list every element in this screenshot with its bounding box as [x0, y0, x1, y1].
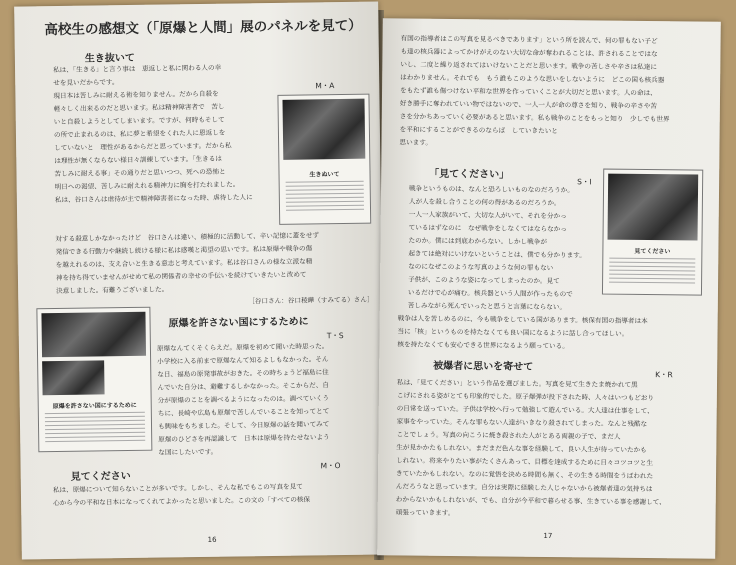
panel-photo — [282, 99, 365, 160]
essay-author-mo: M・O — [320, 461, 341, 471]
text-line: な国にしたいです。 — [158, 447, 218, 457]
panel-text-lines — [286, 181, 364, 214]
essay-heading-ikinuite: 生き抜いて — [84, 52, 135, 65]
text-line: 一人一人家族がいて、大切な人がいて、それを分かっ — [408, 210, 567, 221]
essay-author-ts: T・S — [326, 331, 344, 341]
text-line: 起きては絶対にいけないということは、僕でも分かります。 — [408, 249, 586, 260]
text-line: 戦争は人を苦しめるのに、今も戦争をしている国があります。核保有国の指導者は本 — [397, 314, 648, 326]
essay-body-ikinuite-full — [55, 229, 376, 298]
text-line: 心から今の平和な日本になってくれてよかったと思いました。この文の「すべての核保 — [53, 495, 311, 508]
essay-author-ma: M・A — [315, 81, 335, 91]
text-line: んでいた自分は、避難するしかなかった。そこからだ、自 — [157, 381, 329, 392]
text-line: 原爆のひどさを再認識して 日本は原爆を持たせないよう — [158, 433, 330, 444]
text-line: な日、福島の原発事故がおきた。その時ちょうど福島に住 — [157, 368, 329, 379]
essay-body-hibakusha — [396, 376, 711, 522]
essay-body-si — [408, 183, 595, 315]
text-line: ことでしょう。写真の向こうに焼き殺された人がとある両親の子で、まだ人 — [396, 430, 621, 441]
text-line: 小学校に入る前まで原爆なんて知るよしもなかった。そん — [157, 355, 329, 366]
text-line: しれない。将来やりたい事がたくさんあって、目標を達成するために日々コツコツと生 — [396, 456, 654, 468]
essay-author-si: S・I — [577, 177, 592, 187]
essay-body-si-full — [397, 312, 711, 354]
text-line: 私は、「生きる」と言う事は 恵返しと私に関わる人の幸 — [52, 63, 222, 75]
panel-photo-bottom — [42, 360, 104, 395]
text-line: 有国の指導者はこの写真を見るべきであります」という所を読んで、何の罪もない子ど — [400, 34, 658, 46]
text-line: 頑張っていきます。 — [395, 508, 455, 518]
text-line: していないと 理性があるからだと思っています。だから私 — [54, 141, 232, 153]
text-line: 苦しみに耐える事」その通りだと思いつつ、死への恐怖と — [54, 167, 226, 179]
text-line: きていたかもしれない。なのに覚悟を決める時間も無く、その生きる時間をうばわれた — [396, 469, 654, 481]
text-line: こげにされる姿がとても印象的でした。原子爆弾が投下された時、人々はいつもどおり — [396, 391, 655, 403]
right-page — [377, 18, 721, 559]
text-line: 分が原爆のことを調べるようになったのは。調べていくう — [157, 394, 330, 405]
essay-heading-mitekudasai-si: 「見てください」 — [429, 168, 510, 181]
exhibit-panel-mitekudasai — [602, 169, 703, 296]
exhibit-panel-genbaku — [36, 307, 152, 453]
text-line: 当に「核」というものを持たなくても良い国になるように話し合ってほしい。 — [397, 327, 629, 338]
text-line: 私は、谷口さんは虐待が主で精神障害者になった時、虐待した人に — [54, 193, 253, 205]
text-line: たのか。僕には到底わからない。しかし戦争が — [408, 236, 547, 246]
page-number: 16 — [207, 535, 217, 544]
text-line: 苦しみながら死んでいったと思うと言葉にならない。 — [407, 301, 567, 312]
text-line: 子供が、このような姿になってしまったのか。見て — [408, 275, 560, 286]
text-line: 発信できる行動力や継続し続ける様に私は感嘆と渇望の思いです。私は原爆や戦争の傷 — [55, 244, 313, 257]
text-line: 核を持たなくても安心できる世界になるよう願っている。 — [397, 340, 569, 351]
continued-essay-body — [399, 32, 714, 152]
text-line: 戦争というものは、なんと恐ろしいものなのだろうか。 — [408, 184, 574, 195]
text-line: わからないかもしれないが、でも、自分が今平和で暮らせる事、生きている事を感謝して、 — [395, 495, 666, 507]
text-line: さを分かちあっていく必要があると思います。私も戦争のことをもっと知り 少しでも世界 — [399, 112, 670, 124]
text-line: の所で止まれるのは、私に夢と希望をくれた人に恩返しを — [53, 128, 226, 140]
text-line: 家事をやっていた。そんな罪もない人達がいきなり殺されてしまった。なんと残酷な — [396, 417, 648, 429]
text-line: 対する殺意しかなかったけど 谷口さんは違い、積極的に活動して、辛い記憶に蓋をせず — [55, 231, 320, 244]
page-title: 高校生の感想文（「原爆と人間」展のパネルを見て） — [44, 17, 362, 39]
text-line: いるだけで心が痛む。核兵器という人間が作ったもので — [407, 288, 573, 299]
text-line: 明日への渇望、苦しみに耐えれる精神力に胸を打たれました。 — [54, 180, 240, 192]
text-line: いし、二度と繰り返されてはいけないことだと思います。戦争の苦しさや辛さは私達に — [400, 60, 658, 72]
text-line: せを見いだからです。 — [53, 78, 119, 88]
text-line: んだろうなと思っています。自分は実際に経験した人じゃないから被爆者達の気持ちは — [395, 482, 653, 494]
panel-title: 見てください — [634, 247, 671, 256]
exhibit-panel-ikinuite — [277, 94, 371, 225]
essay-body-genbaku — [157, 340, 379, 460]
text-line: 決意しました。有難うございました。 — [56, 285, 169, 296]
essay-heading-mitekudasai: 見てください — [70, 470, 131, 483]
essay-body-ikinuite-wrap — [53, 87, 277, 207]
essay-heading-genbaku: 原爆を許さない国にするために — [168, 316, 309, 330]
panel-text-lines — [609, 258, 695, 287]
left-page — [14, 1, 386, 559]
text-line: 私は、「見てください」という作品を選びました。写真を見て生きたま焼かれて黒 — [396, 378, 638, 389]
essay-author-kr: K・R — [655, 370, 673, 380]
text-line: 好き勝手に奪われていい物ではないので、一人一人が命の尊さを知り、戦争の辛さや苦 — [399, 99, 657, 111]
text-line: ちに、長崎や広島も原爆で苦しんでいることを知ってとて — [157, 407, 330, 418]
text-line: 神を持ち得ていませんがせめて私の関係者の幸せの手伝いを続けていきたいと改めて — [55, 270, 307, 283]
essay-heading-hibakusha: 被爆者に思いを寄せて — [433, 360, 534, 373]
essay-body-mitekudasai — [53, 479, 381, 510]
text-line: を越えれるのは、支え合いと生きる意志と考えています。私は谷口さんの様な立派な精 — [55, 257, 313, 270]
panel-photo-top — [41, 312, 146, 357]
text-line: ［谷口さん：谷口稜曄（すみてる）さん］ — [248, 295, 374, 306]
text-line: 人が人を殺し合うことの何の得があるのだろうか。 — [408, 197, 561, 208]
text-line: を平和にすることができるのならば していきたいと — [399, 125, 558, 136]
text-line: 現日本は苦しみに耐える術を知りません。だから自殺を — [53, 89, 219, 101]
text-line: も興味をもちました。そして、今日原爆の話を聞いてみて — [157, 420, 330, 431]
text-line: 生が見かかたもしれない。まだまだ色んな事を経験して、良い人生が待っていたかも — [396, 443, 647, 455]
text-line: の日常を送っていた。子供は学校へ行って勉強して遊んでいる。大人達は仕事をして、 — [396, 404, 654, 416]
text-line: も達の核兵器によってかけがえのない大切な命が奪われることは、許されることではな — [400, 47, 658, 59]
panel-text-lines — [45, 412, 145, 445]
text-line: ているはずなのに なぜ戦争をしなくてはならなかっ — [408, 223, 567, 234]
text-line: 原爆なんてくそくらえだ。原爆を初めて聞いた時思った。 — [156, 342, 329, 353]
essay-note — [248, 294, 378, 309]
panel-photo — [608, 174, 699, 241]
page-number: 17 — [543, 531, 553, 541]
panel-title: 原爆を許さない国にするために — [52, 401, 137, 411]
text-line: はわかりません。それでも もう誰もこのような思いをしないように どこの国も核兵器 — [400, 73, 665, 85]
text-line: は理性が無くならない様日々訓練しています。「生きるは — [54, 154, 222, 166]
essay-body-ikinuite — [53, 60, 373, 90]
text-line: 私は、原爆について知らないことが多いです。しかし、そんな私でもこの写真を見て — [52, 482, 303, 495]
panel-title: 生きぬいて — [309, 171, 340, 179]
text-line: いと自殺しようとしてしまいます。ですが、何時もそして — [53, 115, 225, 127]
text-line: 軽々しく出来るのだと思います。私は精神障害者で 苦し — [53, 102, 225, 114]
text-line: 思います。 — [399, 138, 433, 147]
text-line: なのになぜこのような写真のような何の罪もない — [408, 262, 554, 273]
text-line: をもたず誰も傷つけない平和な世界を作っていくことが大切だと思います。人の命は、 — [400, 86, 657, 98]
